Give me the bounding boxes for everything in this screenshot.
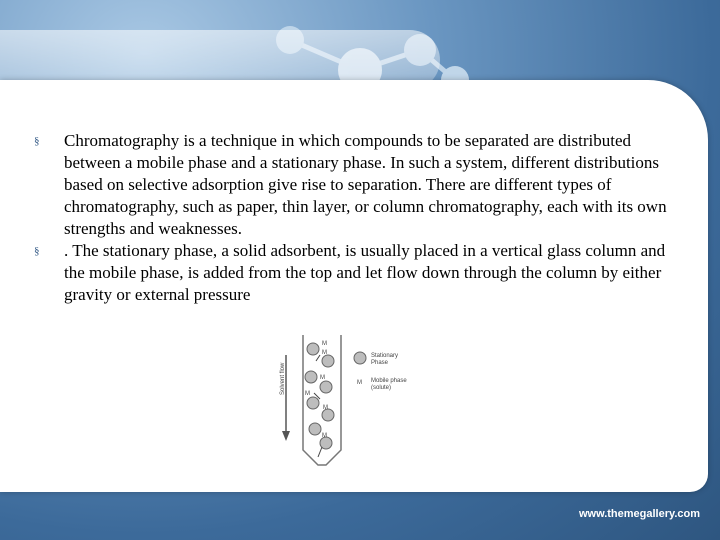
svg-text:M: M xyxy=(322,341,327,347)
bullet-text: Chromatography is a technique in which compounds to be separated are distributed between a mobile phase and a stationary phase. In such a system, different distributions based on selective adsorption give rise to separation. There are different types of chromatography, such as paper, thin layer, or column chromatography, each with its own strengths and weaknesses. xyxy=(64,131,667,238)
svg-text:M: M xyxy=(320,375,325,381)
bullet-text: . The stationary phase, a solid adsorbent, is usually placed in a vertical glass column and the mobile phase, is added from the top and let flow down through the column by either gravity or external pressure xyxy=(64,241,666,304)
legend-m-marker: M xyxy=(357,380,362,386)
bullet-icon: § xyxy=(34,245,40,257)
bullet-item xyxy=(34,240,684,306)
svg-text:M: M xyxy=(323,405,328,411)
legend-mobile-line2: (solute) xyxy=(371,385,392,391)
legend-stationary-line1: Stationary xyxy=(371,353,399,359)
column-chromatography-diagram xyxy=(278,335,428,475)
svg-text:M: M xyxy=(322,350,327,356)
legend-mobile-line1: Mobile phase xyxy=(371,378,407,384)
bullet-list xyxy=(34,130,684,306)
legend-stationary-line2: Phase xyxy=(371,360,389,366)
bullet-icon: § xyxy=(34,135,40,147)
bullet-item xyxy=(34,130,684,240)
svg-text:M: M xyxy=(305,391,310,397)
arrow-down-icon xyxy=(282,431,290,441)
legend-bead-icon xyxy=(354,352,366,364)
footer-website: www.themegallery.com xyxy=(578,508,700,520)
svg-text:M: M xyxy=(322,433,327,439)
axis-label: Solvent flow xyxy=(280,362,286,395)
